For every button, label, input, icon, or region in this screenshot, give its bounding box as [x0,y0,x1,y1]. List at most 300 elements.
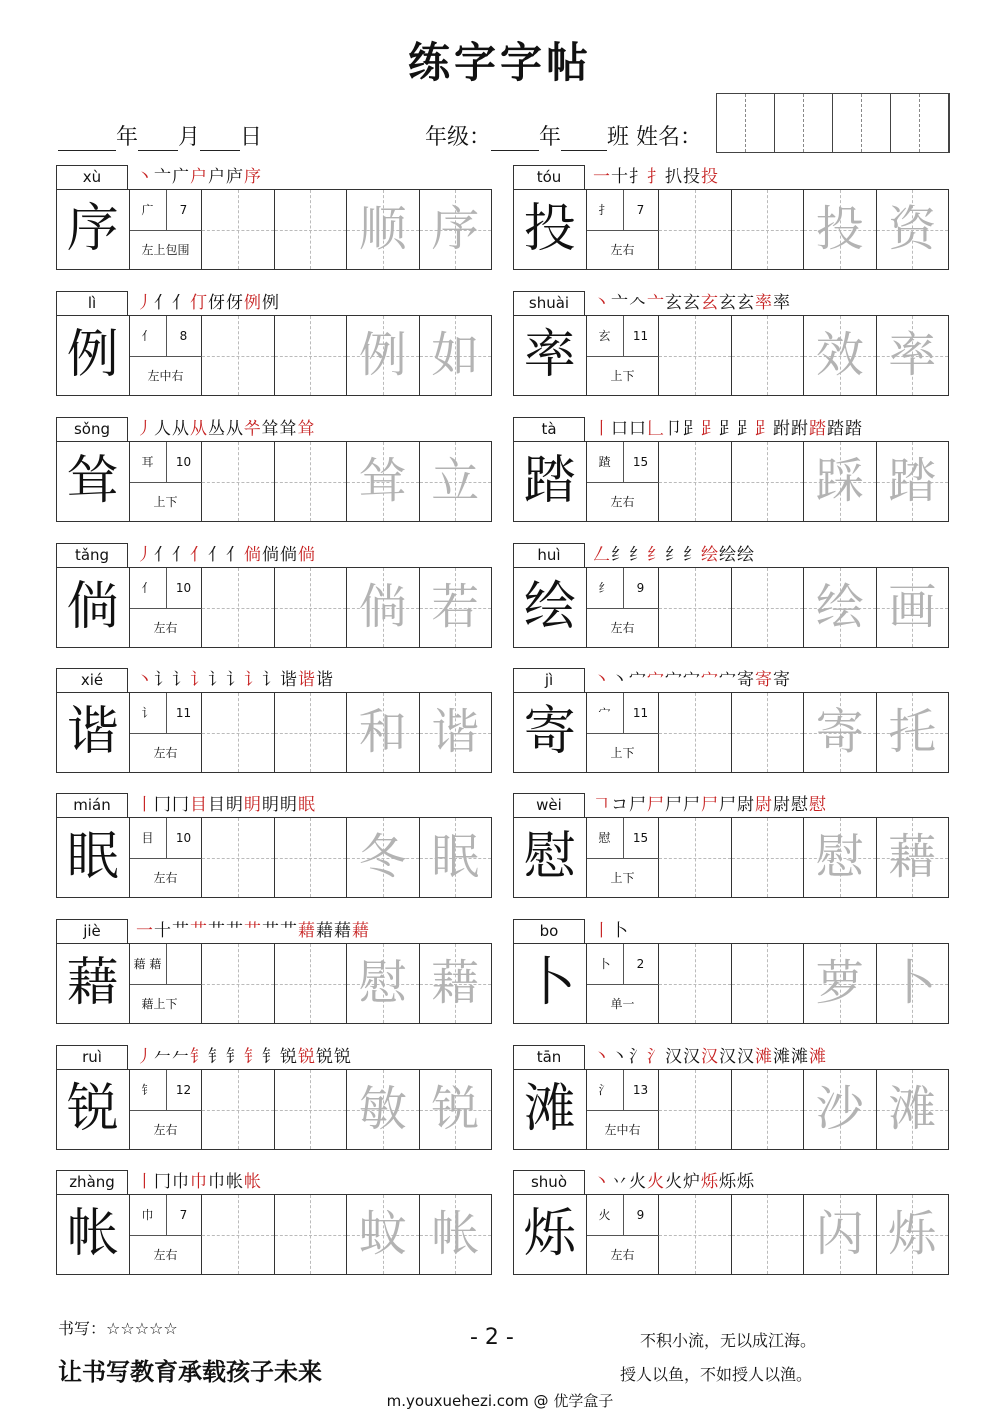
stroke-step: 滩 [773,1047,791,1067]
stroke-step: 汉 [701,1047,719,1067]
model-character: 耸 [57,442,130,521]
stroke-step: 寄 [755,670,773,690]
stroke-step: 目 [190,795,208,815]
practice-cell[interactable] [275,442,348,521]
stroke-order [593,1045,827,1069]
radical: 扌 [587,190,624,231]
stroke-step: 亻 [172,293,190,313]
stroke-order [136,417,315,441]
practice-entry [56,165,492,270]
stroke-count: 10 [166,568,202,609]
structure: 左右 [610,621,635,635]
trace-cell[interactable] [804,818,877,897]
stroke-step: 藉 [316,921,334,941]
stroke-step: 寄 [737,670,755,690]
trace-word-2: 踏 [888,453,937,509]
stroke-step: 丛 [208,419,226,439]
trace-word-2: 卜 [888,955,937,1011]
practice-cell[interactable] [202,1070,275,1149]
practice-cell[interactable] [659,568,732,647]
stroke-step: 从 [172,419,190,439]
structure: 上下 [153,997,178,1011]
writing-grid [56,1069,492,1150]
practice-cell[interactable] [732,1070,805,1149]
stroke-step: 艹 [208,921,226,941]
page-title: 练字字帖 [407,38,592,87]
practice-cell[interactable] [275,316,348,395]
trace-word-2: 立 [431,453,480,509]
stroke-step: 丨 [593,921,611,941]
stroke-step: 火 [629,1172,647,1192]
writing-rating: 书写：☆☆☆☆☆ [58,1319,178,1338]
pinyin-label: jì [513,668,585,692]
pinyin-label: tān [513,1045,585,1069]
radical: 宀 [587,693,624,734]
stroke-step: 丿 [136,419,154,439]
stroke-step: 谐 [316,670,334,690]
writing-grid [513,441,949,522]
practice-cell[interactable] [659,190,732,269]
writing-grid [513,189,949,270]
stroke-step: 藉 [298,921,316,941]
stroke-step: 尉 [755,795,773,815]
trace-word-1: 慰 [815,829,864,885]
trace-cell[interactable] [877,1070,949,1149]
practice-cell[interactable] [659,944,732,1023]
stroke-count: 11 [623,316,659,357]
stroke-count: 13 [623,1070,659,1111]
stroke-step: 例 [244,293,262,313]
stroke-step: 眀 [226,795,244,815]
stroke-order [593,291,791,315]
stroke-order [136,919,370,943]
stroke-step: 玄 [683,293,701,313]
trace-word-1: 萝 [815,955,864,1011]
trace-cell[interactable] [877,568,949,647]
trace-cell[interactable] [420,316,492,395]
trace-cell[interactable] [347,316,420,395]
model-character: 投 [514,190,587,269]
trace-cell[interactable] [420,944,492,1023]
practice-cell[interactable] [659,442,732,521]
stroke-step: 讠 [262,670,280,690]
stroke-step: 例 [262,293,280,313]
trace-cell[interactable] [347,190,420,269]
stroke-step: 倘 [298,545,316,565]
pinyin-label: xù [56,165,128,189]
stroke-step: 巾 [208,1172,226,1192]
trace-cell[interactable] [877,944,949,1023]
stroke-step: 𠆢 [629,293,647,313]
stroke-step: 丨 [136,795,154,815]
stroke-step: 宀 [683,670,701,690]
stroke-step: 尸 [647,795,665,815]
character-info [587,693,660,772]
stroke-step: 艹 [226,921,244,941]
pinyin-label: tǎng [56,543,128,567]
trace-cell[interactable] [347,1070,420,1149]
stroke-order [136,165,262,189]
trace-word-2: 如 [431,327,480,383]
trace-cell[interactable] [877,1195,949,1274]
character-info [587,1195,660,1274]
writing-grid [513,1194,949,1275]
year-label: 年 [116,125,139,150]
stroke-step: 讠 [172,670,190,690]
model-character: 藉 [57,944,130,1023]
stroke-order [593,668,791,692]
practice-entry [56,417,492,522]
writing-grid [56,567,492,648]
practice-cell[interactable] [732,1195,805,1274]
trace-cell[interactable] [804,1070,877,1149]
character-info [130,693,203,772]
model-character: 踏 [514,442,587,521]
pinyin-label: ruì [56,1045,128,1069]
trace-cell[interactable] [420,568,492,647]
writing-grid [56,692,492,773]
month-label: 月 [178,125,201,150]
writing-grid [56,315,492,396]
stroke-step: 锐 [334,1047,352,1067]
structure: 左右 [153,746,178,760]
stroke-step: 汉 [719,1047,737,1067]
stroke-step: 尉 [737,795,755,815]
stroke-step: 艹 [280,921,298,941]
trace-cell[interactable] [877,818,949,897]
stroke-step: 汉 [665,1047,683,1067]
writing-grid [513,943,949,1024]
trace-word-2: 序 [431,201,480,257]
practice-entry [513,291,949,396]
stroke-step: 眀 [280,795,298,815]
pinyin-label: huì [513,543,585,567]
trace-cell[interactable] [420,190,492,269]
pinyin-label: jiè [56,919,128,943]
trace-cell[interactable] [804,944,877,1023]
grade-label: 年级： [425,125,492,150]
trace-cell[interactable] [804,316,877,395]
stroke-step: 炉 [683,1172,701,1192]
stroke-step: 滩 [755,1047,773,1067]
pinyin-label: shuài [513,291,585,315]
stroke-step: 十 [154,921,172,941]
stroke-step: 眠 [298,795,316,815]
name-input-box[interactable] [716,93,950,153]
stroke-step: 冂 [154,1172,172,1192]
stroke-step: 尸 [683,795,701,815]
practice-cell[interactable] [202,693,275,772]
trace-word-1: 倘 [358,579,407,635]
radical: 卜 [587,944,624,985]
practice-entry [513,1045,949,1150]
stroke-order [593,417,863,441]
practice-cell[interactable] [275,944,348,1023]
writing-grid [56,817,492,898]
practice-cell[interactable] [659,693,732,772]
trace-word-2: 帐 [431,1206,480,1262]
practice-cell[interactable] [202,568,275,647]
stroke-step: 卩 [665,419,683,439]
stroke-step: 扌 [647,167,665,187]
quote-line-2: 授人以鱼，不如授人以渔。 [620,1365,813,1384]
structure: 上下 [610,746,635,760]
stroke-step: 钅 [262,1047,280,1067]
practice-cell[interactable] [275,1195,348,1274]
practice-cell[interactable] [202,818,275,897]
practice-cell[interactable] [275,693,348,772]
structure: 左上包围 [141,243,190,257]
practice-cell[interactable] [275,818,348,897]
stroke-step: 纟 [665,545,683,565]
stroke-step: 𧾷 [683,419,701,439]
stroke-step: 从 [226,419,244,439]
stroke-step: 钅 [226,1047,244,1067]
trace-word-1: 投 [815,201,864,257]
stroke-step: 倘 [280,545,298,565]
practice-cell[interactable] [732,568,805,647]
quote-line-1: 不积小流，无以成江海。 [640,1331,817,1350]
stroke-step: 亻 [190,545,208,565]
stroke-step: 纟 [611,545,629,565]
practice-cell[interactable] [732,693,805,772]
practice-cell[interactable] [732,190,805,269]
stroke-step: 尸 [665,795,683,815]
stroke-step: 火 [665,1172,683,1192]
structure: 左右 [610,243,635,257]
pinyin-label: wèi [513,793,585,817]
radical: 耳 [130,442,167,483]
trace-cell[interactable] [347,944,420,1023]
trace-cell[interactable] [347,818,420,897]
stroke-count: 7 [166,1195,202,1236]
practice-cell[interactable] [275,568,348,647]
trace-cell[interactable] [804,442,877,521]
practice-cell[interactable] [659,1195,732,1274]
model-character: 例 [57,316,130,395]
trace-cell[interactable] [877,442,949,521]
trace-cell[interactable] [877,316,949,395]
stroke-step: 踏 [809,419,827,439]
stroke-step: 滩 [791,1047,809,1067]
trace-word-2: 眠 [431,829,480,885]
stroke-step: 帐 [226,1172,244,1192]
practice-cell[interactable] [659,1070,732,1149]
practice-entry [513,919,949,1024]
practice-entry [513,417,949,522]
trace-cell[interactable] [420,818,492,897]
practice-entry [513,165,949,270]
radical: 玄 [587,316,624,357]
stroke-order [136,668,334,692]
trace-word-1: 和 [358,704,407,760]
practice-entry [56,543,492,648]
stroke-step: 火 [647,1172,665,1192]
character-info [130,1195,203,1274]
character-info [587,190,660,269]
stroke-step: 倘 [244,545,262,565]
stroke-step: 亠 [154,167,172,187]
radical: 火 [587,1195,624,1236]
stroke-step: 钅 [190,1047,208,1067]
practice-cell[interactable] [732,944,805,1023]
structure: 左中右 [604,1123,641,1137]
trace-word-1: 敏 [358,1081,407,1137]
writing-grid [56,189,492,270]
stroke-step: 丿 [136,1047,154,1067]
stroke-count: 7 [166,190,202,231]
structure: 单一 [610,997,635,1011]
trace-cell[interactable] [804,1195,877,1274]
pinyin-label: lì [56,291,128,315]
stroke-step: 𧾷 [719,419,737,439]
trace-cell[interactable] [877,693,949,772]
stroke-step: 耸 [297,419,316,439]
stroke-step: 钅 [244,1047,262,1067]
practice-cell[interactable] [659,818,732,897]
stroke-step: 𠃍 [593,795,611,815]
stroke-step: 口 [629,419,647,439]
stroke-count [166,944,202,985]
stroke-step: 氵 [647,1047,665,1067]
stroke-count: 12 [166,1070,202,1111]
structure: 左右 [610,1248,635,1262]
stroke-step: 汉 [737,1047,755,1067]
trace-word-2: 若 [431,579,480,635]
stroke-count: 9 [623,1195,659,1236]
stroke-step: 户 [190,167,208,187]
trace-cell[interactable] [347,1195,420,1274]
practice-cell[interactable] [732,442,805,521]
stroke-step: 跗 [773,419,791,439]
practice-cell[interactable] [202,316,275,395]
stroke-count: 15 [623,818,659,859]
stroke-step: 讠 [190,670,208,690]
structure: 左中右 [147,369,184,383]
trace-word-2: 滩 [888,1081,937,1137]
trace-cell[interactable] [347,568,420,647]
trace-cell[interactable] [420,693,492,772]
grade-year-label: 年 [539,125,562,150]
stroke-step: 丿 [136,293,154,313]
stroke-step: 率 [755,293,773,313]
stroke-step: 尸 [719,795,737,815]
stroke-step: 投 [701,167,719,187]
practice-cell[interactable] [202,442,275,521]
writing-grid [56,943,492,1024]
practice-cell[interactable] [202,944,275,1023]
stroke-step: 亻 [154,293,172,313]
practice-cell[interactable] [275,190,348,269]
stroke-step: 氵 [629,1047,647,1067]
stroke-step: 眀 [262,795,280,815]
model-character: 帐 [57,1195,130,1274]
practice-cell[interactable] [202,190,275,269]
character-info [587,818,660,897]
character-info [587,442,660,521]
trace-cell[interactable] [347,442,420,521]
stroke-step: 一 [593,167,611,187]
practice-cell[interactable] [732,316,805,395]
writing-grid [513,567,949,648]
trace-word-2: 藉 [431,955,480,1011]
stroke-step: 宀 [629,670,647,690]
stroke-step: 艹 [172,921,190,941]
writing-grid [513,817,949,898]
trace-cell[interactable] [420,1195,492,1274]
pinyin-label: sǒng [56,417,128,441]
trace-word-1: 蚊 [358,1206,407,1262]
stroke-count: 11 [166,693,202,734]
trace-cell[interactable] [804,568,877,647]
site-url: m.youxuehezi.com @ 优学盒子 [386,1392,614,1410]
structure: 左右 [153,871,178,885]
practice-cell[interactable] [732,818,805,897]
trace-cell[interactable] [420,442,492,521]
stroke-step: 慰 [791,795,809,815]
stroke-order [593,165,719,189]
stroke-step: 绘 [701,545,719,565]
stroke-step: 倘 [262,545,280,565]
pinyin-label: mián [56,793,128,817]
slogan: 让书写教育承载孩子未来 [58,1358,322,1386]
trace-cell[interactable] [804,693,877,772]
structure: 左右 [610,495,635,509]
trace-word-2: 托 [888,704,937,760]
radical: 亻 [130,316,167,357]
trace-cell[interactable] [877,190,949,269]
stroke-count: 10 [166,442,202,483]
stroke-step: 丷 [611,1172,629,1192]
trace-word-1: 闪 [815,1206,864,1262]
stroke-step: 一 [136,921,154,941]
stroke-step: 户 [208,167,226,187]
trace-word-2: 画 [888,579,937,635]
practice-cell[interactable] [202,1195,275,1274]
stroke-step: 亻 [172,545,190,565]
model-character: 寄 [514,693,587,772]
stroke-count: 7 [623,190,659,231]
practice-cell[interactable] [275,1070,348,1149]
model-character: 卜 [514,944,587,1023]
structure: 上下 [610,369,635,383]
character-info [587,944,660,1023]
stroke-step: 从 [190,419,208,439]
pinyin-label: xié [56,668,128,692]
practice-entry [513,668,949,773]
trace-word-1: 沙 [815,1081,864,1137]
pinyin-label: bo [513,919,585,943]
stroke-step: 艹 [244,921,262,941]
trace-cell[interactable] [347,693,420,772]
stroke-step: 丶 [593,1047,611,1067]
radical: 巾 [130,1195,167,1236]
radical: 钅 [130,1070,167,1111]
stroke-step: 眀 [244,795,262,815]
trace-cell[interactable] [804,190,877,269]
practice-cell[interactable] [659,316,732,395]
stroke-step: 纟 [647,545,665,565]
trace-word-1: 耸 [358,453,407,509]
writing-grid [56,441,492,522]
stroke-step: 口 [611,419,629,439]
stroke-step: 𠂉 [172,1047,190,1067]
stroke-step: 艹 [190,921,208,941]
stroke-step: 巾 [172,1172,190,1192]
trace-cell[interactable] [420,1070,492,1149]
stroke-order [136,543,316,567]
stroke-step: 亻 [226,545,244,565]
